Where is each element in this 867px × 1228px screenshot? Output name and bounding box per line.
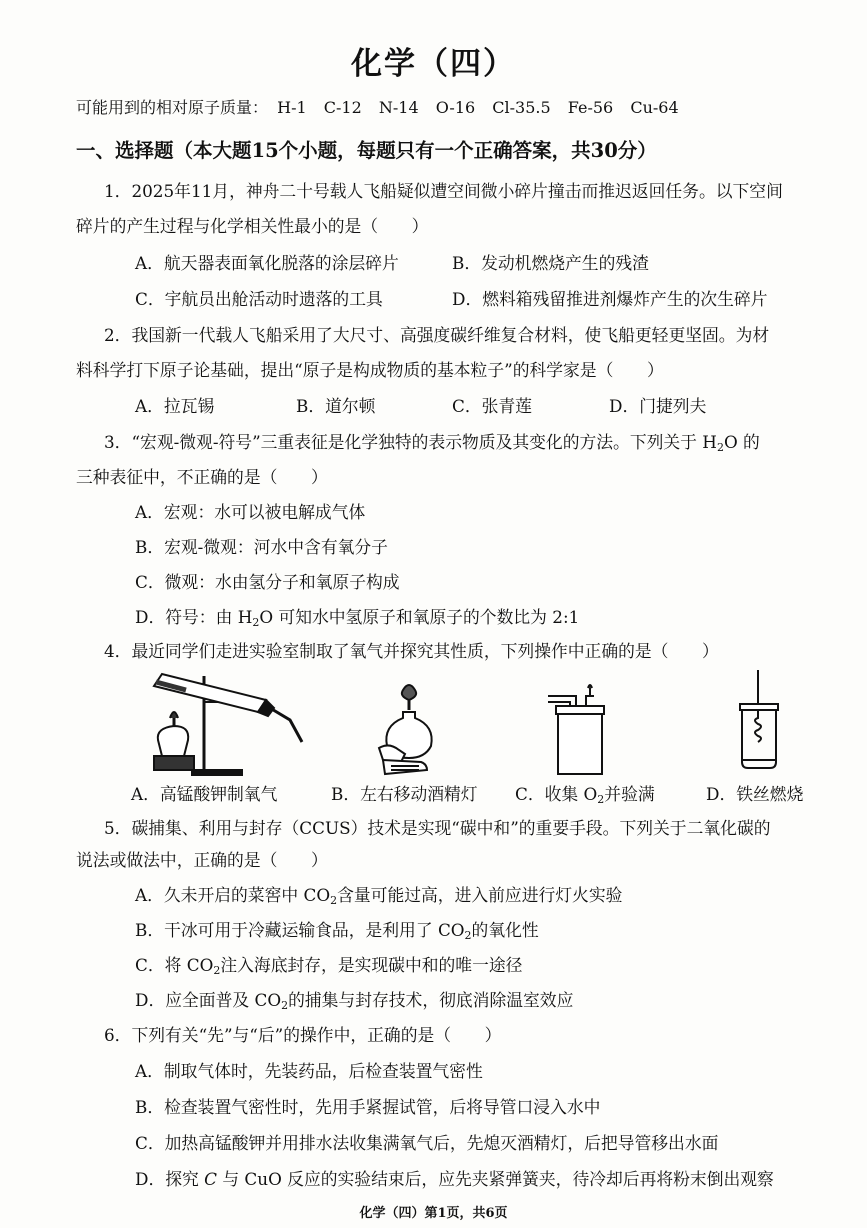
q6-option-d (135, 1169, 774, 1189)
atomic-mass-item: Cu-64 (630, 98, 679, 117)
q6-option-b: B．检查装置气密性时，先用手紧握试管，后将导管口浸入水中 (135, 1097, 601, 1117)
q5-option-b-text-end: 的氧化性 (471, 920, 539, 940)
q5-option-a-text: A．久未开启的菜窖中 CO (135, 885, 331, 905)
page-title: 化学（四） (351, 46, 516, 82)
q3-stem-text-end: O 的 (723, 432, 760, 452)
q6-option-c: C．加热高锰酸钾并用排水法收集满氧气后，先熄灭酒精灯，后把导管移出水面 (135, 1133, 719, 1153)
q2-option-b: B．道尔顿 (296, 396, 376, 416)
q5-option-c (135, 955, 522, 975)
q5-option-c-text-end: 注入海底封存，是实现碳中和的唯一途径 (220, 955, 523, 975)
q4-option-a: A．高锰酸钾制氧气 (131, 784, 278, 804)
q1-stem-line2: 碎片的产生过程与化学相关性最小的是（ ） (76, 216, 429, 236)
q1-option-c: C．宇航员出舱活动时遗落的工具 (135, 289, 383, 309)
q6-option-d-carbon: C (204, 1169, 217, 1189)
atomic-mass-item: N-14 (378, 98, 419, 117)
q4-option-c-text: C．收集 O (515, 784, 598, 804)
subscript: 2 (252, 616, 260, 629)
q3-stem-text: 3．“宏观-微观-符号”三重表征是化学独特的表示物质及其变化的方法。下列关于 H (104, 432, 717, 452)
q2-stem-line2: 料科学打下原子论基础，提出“原子是构成物质的基本粒子”的科学家是（ ） (76, 360, 664, 380)
q5-option-a (135, 885, 622, 905)
atomic-mass-item: Fe-56 (567, 98, 614, 117)
q1-stem-line1: 1．2025年11月，神舟二十号载人飞船疑似遭空间微小碎片撞击而推迟返回任务。以下空间 (104, 181, 783, 201)
atomic-mass-item: O-16 (435, 98, 476, 117)
q4-option-c (515, 781, 655, 805)
q2-option-c: C．张青莲 (452, 396, 532, 416)
q3-option-c: C．微观：水由氢分子和氧原子构成 (135, 572, 400, 592)
q4-option-b: B．左右移动酒精灯 (331, 784, 478, 804)
page-footer: 化学（四）第1页，共6页 (359, 1206, 508, 1221)
q5-option-c-text: C．将 CO (135, 955, 214, 975)
subscript: 2 (597, 793, 605, 806)
atomic-mass-item: H-1 (277, 98, 307, 117)
q5-stem-line2: 说法或做法中，正确的是（ ） (76, 850, 328, 870)
q5-option-b (135, 920, 539, 940)
q2-stem-line1: 2．我国新一代载人飞船采用了大尺寸、高强度碳纤维复合材料，使飞船更轻更坚固。为材 (104, 325, 770, 345)
q5-option-d (135, 990, 573, 1010)
q5-stem-line1: 5．碳捕集、利用与封存（CCUS）技术是实现“碳中和”的重要手段。下列关于二氧化碳的 (104, 818, 771, 838)
subscript: 2 (330, 894, 338, 907)
section-heading: 一、选择题（本大题15个小题，每题只有一个正确答案，共30分） (76, 139, 657, 162)
subscript: 2 (716, 441, 724, 454)
q2-option-d: D．门捷列夫 (609, 396, 707, 416)
atomic-mass-line (76, 95, 691, 118)
atomic-mass-label: 可能用到的相对原子质量： (76, 98, 269, 117)
atomic-mass-item: Cl-35.5 (492, 98, 551, 117)
q1-option-d: D．燃料箱残留推进剂爆炸产生的次生碎片 (452, 289, 768, 309)
q2-option-a: A．拉瓦锡 (135, 396, 215, 416)
q1-option-b: B．发动机燃烧产生的残渣 (452, 253, 649, 273)
diagram-c-gas-collection-bottle (546, 684, 606, 778)
diagram-b-alcohol-lamp (375, 682, 445, 778)
subscript: 2 (281, 999, 289, 1012)
q5-option-d-text-end: 的捕集与封存技术，彻底消除温室效应 (288, 990, 574, 1010)
q3-option-d-text-end: O 可知水中氢原子和氧原子的个数比为 2:1 (259, 607, 580, 627)
q6-stem: 6．下列有关“先”与“后”的操作中，正确的是（ ） (104, 1025, 502, 1045)
q3-option-d (135, 607, 579, 627)
q6-option-d-text-end: 与 CuO 反应的实验结束后，应先夹紧弹簧夹，待冷却后再将粉末倒出观察 (216, 1169, 774, 1189)
q1-option-a: A．航天器表面氧化脱落的涂层碎片 (135, 253, 399, 273)
q5-option-b-text: B．干冰可用于冷藏运输食品，是利用了 CO (135, 920, 465, 940)
diagram-d-iron-wire-burning (734, 670, 784, 778)
q3-stem-line1 (104, 432, 760, 452)
q6-option-d-text: D．探究 (135, 1169, 205, 1189)
q3-option-a: A．宏观：水可以被电解成气体 (135, 502, 366, 522)
q4-option-d: D．铁丝燃烧 (706, 784, 804, 804)
atomic-mass-item: C-12 (323, 98, 362, 117)
q3-option-d-text: D．符号：由 H (135, 607, 253, 627)
subscript: 2 (464, 929, 472, 942)
q3-option-b: B．宏观-微观：河水中含有氧分子 (135, 537, 388, 557)
q5-option-d-text: D．应全面普及 CO (135, 990, 282, 1010)
subscript: 2 (213, 964, 221, 977)
q3-stem-line2: 三种表征中，不正确的是（ ） (76, 467, 328, 487)
q4-stem: 4．最近同学们走进实验室制取了氧气并探究其性质，下列操作中正确的是（ ） (104, 641, 719, 661)
q4-option-c-text-end: 并验满 (604, 784, 655, 804)
diagram-a-potassium-permanganate-apparatus (140, 668, 315, 778)
q5-option-a-text-end: 含量可能过高，进入前应进行灯火实验 (337, 885, 623, 905)
q6-option-a: A．制取气体时，先装药品，后检查装置气密性 (135, 1061, 483, 1081)
